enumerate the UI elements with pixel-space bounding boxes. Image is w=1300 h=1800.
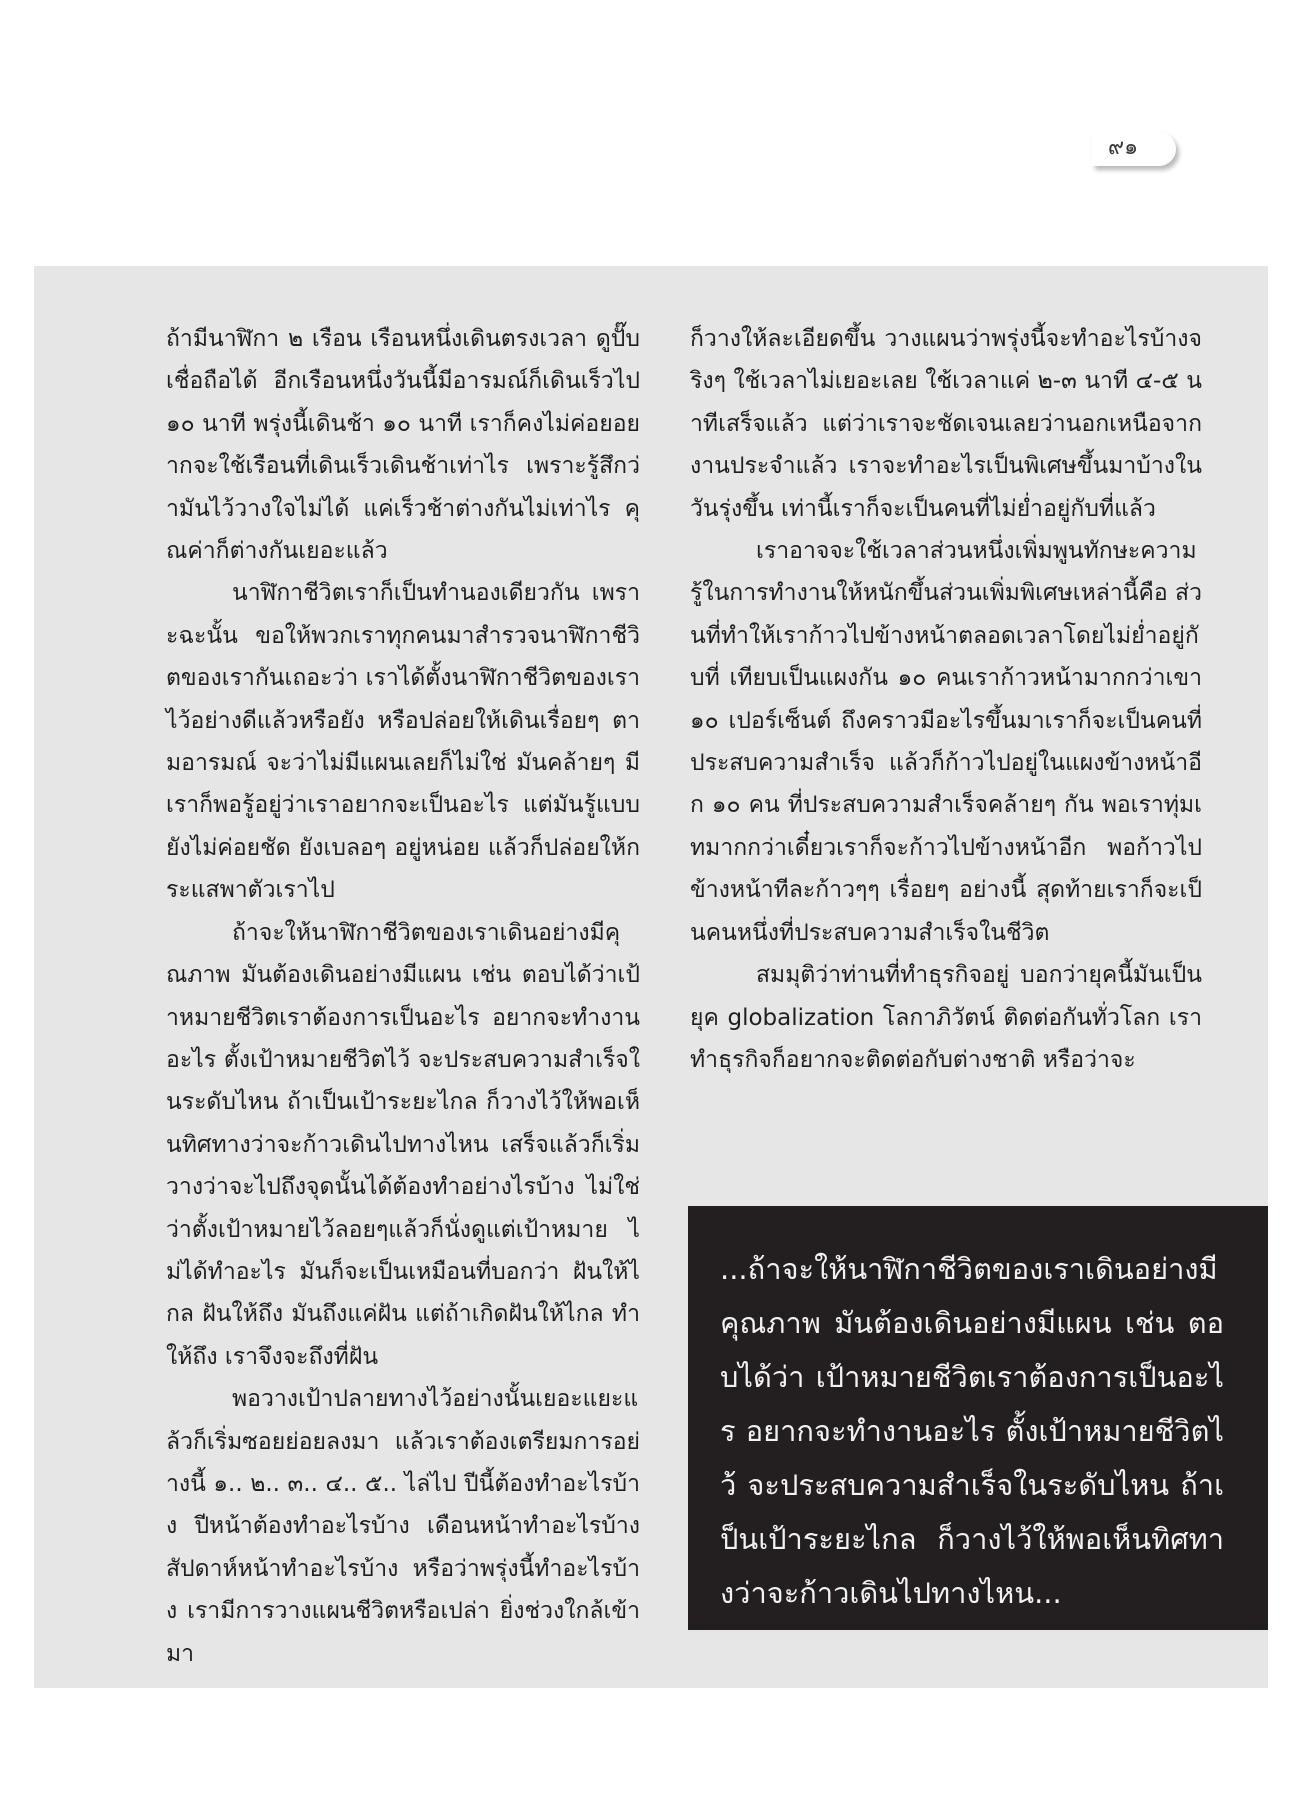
right-column	[690, 318, 1202, 1081]
pull-quote-text: ...ถ้าจะให้นาฬิกาชีวิตของเราเดินอย่างมีคุณภาพ มันต้องเดินอย่างมีแผน เช่น ตอบได้ว่า เป้าหมายชีวิตเราต้องการเป็นอะไร อยากจะทำงานอะไร ตั้งเป้าหมายชีวิตไว้ จะประสบความสำเร็จในระดับไหน ถ้าเป็นเป้าระยะไกล ก็วางไว้ให้พอเห็นทิศทางว่าจะก้าวเดินไปทางไหน...	[720, 1252, 1224, 1610]
paragraph: ก็วางให้ละเอียดขึ้น วางแผนว่าพรุ่งนี้จะทำอะไรบ้างจริงๆ ใช้เวลาไม่เยอะเลย ใช้เวลาแค่ ๒-๓ นาที ๔-๕ นาทีเสร็จแล้ว แต่ว่าเราจะชัดเจนเลยว่านอกเหนือจากงานประจำแล้ว เราจะทำอะไรเป็นพิเศษขึ้นมาบ้างในวันรุ่งขึ้น เท่านี้เราก็จะเป็นคนที่ไม่ย่ำอยู่กับที่แล้ว	[690, 326, 1202, 522]
paragraph: เราอาจจะใช้เวลาส่วนหนึ่งเพิ่มพูนทักษะความรู้ในการทำงานให้หนักขึ้นส่วนเพิ่มพิเศษเหล่านี้คือ ส่วนที่ทำให้เราก้าวไปข้างหน้าตลอดเวลาโดยไม่ย่ำอยู่กับที่ เทียบเป็นแผงกัน ๑๐ คนเราก้าวหน้ามากกว่าเขา ๑๐ เปอร์เซ็นต์ ถึงคราวมีอะไรขึ้นมาเราก็จะเป็นคนที่ประสบความสำเร็จ แล้วก็ก้าวไปอยู่ในแผงข้างหน้าอีก ๑๐ คน ที่ประสบความสำเร็จคล้ายๆ กัน พอเราทุ่มเทมากกว่าเดี๋ยวเราก็จะก้าวไปข้างหน้าอีก พอก้าวไปข้างหน้าทีละก้าวๆๆ เรื่อยๆ อย่างนี้ สุดท้ายเราก็จะเป็นคนหนึ่งที่ประสบความสำเร็จในชีวิต	[690, 538, 1202, 946]
paragraph: ถ้าจะให้นาฬิกาชีวิตของเราเดินอย่างมีคุณภาพ มันต้องเดินอย่างมีแผน เช่น ตอบได้ว่าเป้าหมายชีวิตเราต้องการเป็นอะไร อยากจะทำงานอะไร ตั้งเป้าหมายชีวิตไว้ จะประสบความสำเร็จในระดับไหน ถ้าเป็นเป้าระยะไกล ก็วางไว้ให้พอเห็นทิศทางว่าจะก้าวเดินไปทางไหน เสร็จแล้วก็เริ่มวางว่าจะไปถึงจุดนั้นได้ต้องทำอย่างไรบ้าง ไม่ใช่ว่าตั้งเป้าหมายไว้ลอยๆแล้วก็นั่งดูแต่เป้าหมาย ไม่ได้ทำอะไร มันก็จะเป็นเหมือนที่บอกว่า ฝันให้ไกล ฝันให้ถึง มันถึงแค่ฝัน แต่ถ้าเกิดฝันให้ไกล ทำให้ถึง เราจึงจะถึงที่ฝัน	[166, 919, 640, 1370]
content-panel	[34, 266, 1268, 1688]
paragraph: นาฬิกาชีวิตเราก็เป็นทำนองเดียวกัน เพราะฉะนั้น ขอให้พวกเราทุกคนมาสำรวจนาฬิกาชีวิตของเรากันเถอะว่า เราได้ตั้งนาฬิกาชีวิตของเราไว้อย่างดีแล้วหรือยัง หรือปล่อยให้เดินเรื่อยๆ ตามอารมณ์ จะว่าไม่มีแผนเลยก็ไม่ใช่ มันคล้ายๆ มี เราก็พอรู้อยู่ว่าเราอยากจะเป็นอะไร แต่มันรู้แบบยังไม่ค่อยชัด ยังเบลอๆ อยู่หน่อย แล้วก็ปล่อยให้กระแสพาตัวเราไป	[166, 580, 640, 904]
paragraph: ถ้ามีนาฬิกา ๒ เรือน เรือนหนึ่งเดินตรงเวลา ดูปั๊บเชื่อถือได้ อีกเรือนหนึ่งวันนี้มีอารมณ์ก็เดินเร็วไป ๑๐ นาที พรุ่งนี้เดินช้า ๑๐ นาที เราก็คงไม่ค่อยอยากจะใช้เรือนที่เดินเร็วเดินช้าเท่าไร เพราะรู้สึกว่ามันไว้วางใจไม่ได้ แค่เร็วช้าต่างกันไม่เท่าไร คุณค่าก็ต่างกันเยอะแล้ว	[166, 326, 640, 565]
paragraph: พอวางเป้าปลายทางไว้อย่างนั้นเยอะแยะแล้วก็เริ่มซอยย่อยลงมา แล้วเราต้องเตรียมการอย่างนี้ ๑.. ๒.. ๓.. ๔.. ๕.. ไล่ไป ปีนี้ต้องทำอะไรบ้าง ปีหน้าต้องทำอะไรบ้าง เดือนหน้าทำอะไรบ้าง สัปดาห์หน้าทำอะไรบ้าง หรือว่าพรุ่งนี้ทำอะไรบ้าง เรามีการวางแผนชีวิตหรือเปล่า ยิ่งช่วงใกล้เข้ามา	[166, 1386, 640, 1667]
left-column	[166, 318, 640, 1675]
page-number: ๙๑	[1107, 135, 1139, 160]
page-number-tab	[1092, 132, 1176, 166]
paragraph: สมมุติว่าท่านที่ทำธุรกิจอยู่ บอกว่ายุคนี้มันเป็นยุค globalization โลกาภิวัตน์ ติดต่อกันทั่วโลก เราทำธุรกิจก็อยากจะติดต่อกับต่างชาติ หรือว่าจะ	[690, 962, 1202, 1073]
pull-quote-box	[688, 1206, 1268, 1630]
